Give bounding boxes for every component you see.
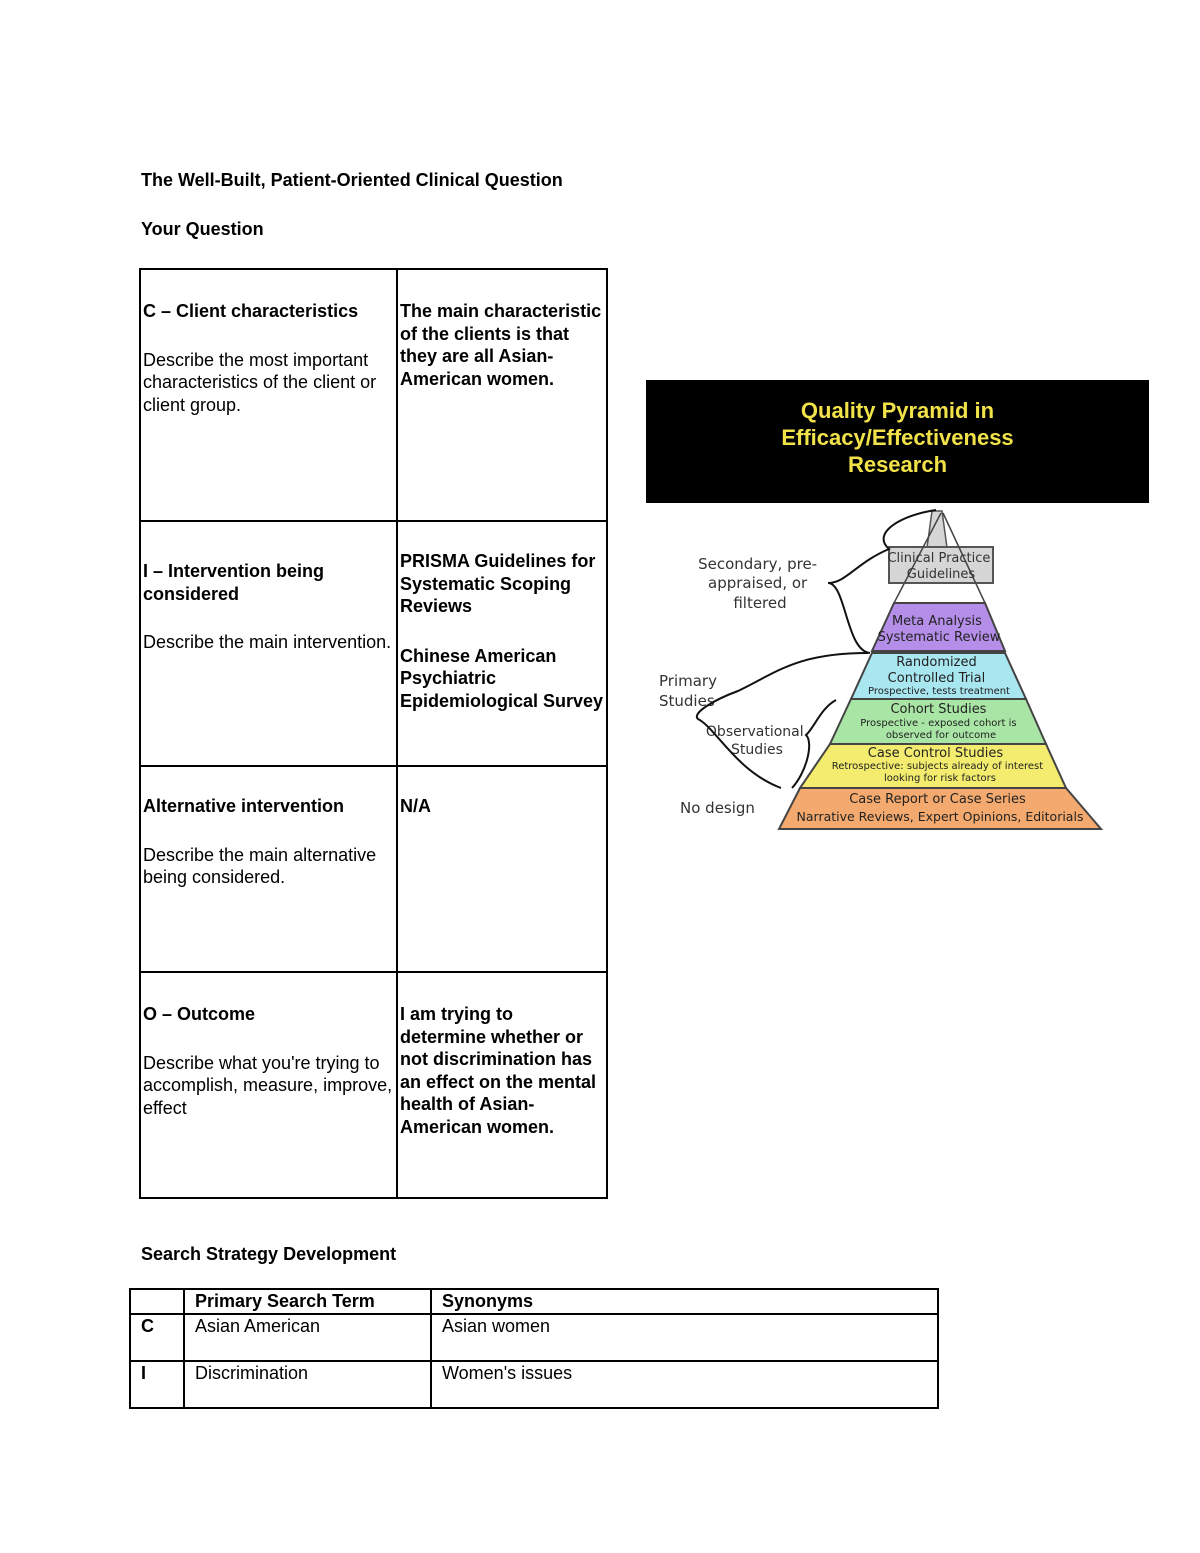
- tier-text: Meta Analysis: [891, 614, 982, 629]
- search-strategy-table: [129, 1288, 939, 1409]
- pico-label: Alternative intervention: [143, 796, 345, 816]
- row-label: I: [130, 1361, 184, 1408]
- pico-answer-secondary: Chinese American Psychiatric Epidemiological Survey: [400, 645, 604, 711]
- pico-cell-answer: [397, 521, 607, 766]
- table-row: [130, 1314, 938, 1361]
- column-header: Primary Search Term: [184, 1289, 431, 1314]
- pico-description: Describe the most important characteristics of the client or client group.: [143, 349, 377, 415]
- tier-text: Systematic Review: [877, 630, 1001, 645]
- tier-text: Retrospective: subjects already of interest: [831, 761, 1044, 772]
- column-header: [130, 1289, 184, 1314]
- synonyms-cell: Asian women: [431, 1314, 938, 1361]
- pyramid-title-line: Efficacy/Effectiveness: [781, 425, 1014, 450]
- pico-answer: N/A: [400, 796, 431, 816]
- tier-text: Prospective - exposed cohort is: [860, 718, 1017, 729]
- pyramid-title-line: Research: [847, 452, 948, 477]
- side-label-primary: Primary: [659, 672, 717, 690]
- pico-label: C – Client characteristics: [143, 301, 359, 321]
- pico-answer: The main characteristic of the clients is that they are all Asian-American women.: [400, 301, 602, 389]
- pico-label: O – Outcome: [143, 1004, 256, 1024]
- pico-description: Describe the main intervention.: [143, 632, 392, 652]
- pico-table: [139, 268, 608, 1199]
- pico-description: Describe what you're trying to accomplish, measure, improve, effect: [143, 1052, 393, 1118]
- synonyms-cell: Women's issues: [431, 1361, 938, 1408]
- column-header: Synonyms: [431, 1289, 938, 1314]
- pico-cell-label: [140, 521, 397, 766]
- pico-cell-answer: [397, 269, 607, 521]
- tier-text: Case Report or Case Series: [849, 792, 1026, 807]
- tier-text: Case Control Studies: [867, 746, 1004, 761]
- tier-text: Narrative Reviews, Expert Opinions, Editorials: [796, 809, 1084, 824]
- pico-cell-answer: [397, 766, 607, 972]
- tier-text: observed for outcome: [885, 730, 997, 741]
- section-heading-search-strategy: Search Strategy Development: [141, 1244, 397, 1264]
- quality-pyramid-diagram: [646, 503, 1149, 833]
- tier-text: Prospective, tests treatment: [868, 686, 1010, 697]
- pico-answer: PRISMA Guidelines for Systematic Scoping Reviews: [400, 551, 596, 616]
- side-label-secondary: filtered: [733, 594, 787, 612]
- svg-text:Secondary, pre- appraised,: [698, 555, 822, 612]
- page-title: The Well-Built, Patient-Oriented Clinical Question: [141, 170, 563, 190]
- pyramid-title-line: Quality Pyramid in: [800, 398, 995, 423]
- pico-label: I – Intervention being considered: [143, 561, 325, 604]
- tier-text: looking for risk factors: [884, 773, 996, 784]
- tier-text: Controlled Trial: [887, 671, 986, 686]
- pyramid-title-banner: [646, 380, 1149, 503]
- side-label-no-design: No design: [680, 799, 755, 817]
- primary-term-cell: Asian American: [184, 1314, 431, 1361]
- section-heading-your-question: Your Question: [141, 219, 264, 239]
- svg-text:Meta Analysis Systematic R: [878, 614, 1001, 645]
- pico-cell-label: [140, 269, 397, 521]
- tier-text: Cohort Studies: [890, 702, 987, 717]
- tier-text: Randomized: [896, 655, 977, 670]
- row-label: C: [130, 1314, 184, 1361]
- side-label-observational: Observational: [705, 724, 804, 740]
- pico-cell-label: [140, 972, 397, 1198]
- table-header-row: [130, 1289, 938, 1314]
- primary-term-cell: Discrimination: [184, 1361, 431, 1408]
- side-label-secondary: Secondary, pre-: [698, 555, 818, 573]
- svg-text:Primary Studies: [659, 672, 722, 710]
- tier-text: Clinical Practice: [887, 551, 991, 566]
- side-label-primary: Studies: [659, 692, 715, 710]
- pico-description: Describe the main alternative being considered.: [143, 844, 377, 887]
- table-row: [130, 1361, 938, 1408]
- tier-text: Guidelines: [906, 567, 976, 582]
- side-label-observational: Studies: [731, 742, 783, 758]
- pico-answer: I am trying to determine whether or not discrimination has an effect on the mental health of Asian-American women.: [400, 1004, 597, 1137]
- pico-cell-answer: [397, 972, 607, 1198]
- pico-cell-label: [140, 766, 397, 972]
- side-label-secondary: appraised, or: [708, 574, 808, 592]
